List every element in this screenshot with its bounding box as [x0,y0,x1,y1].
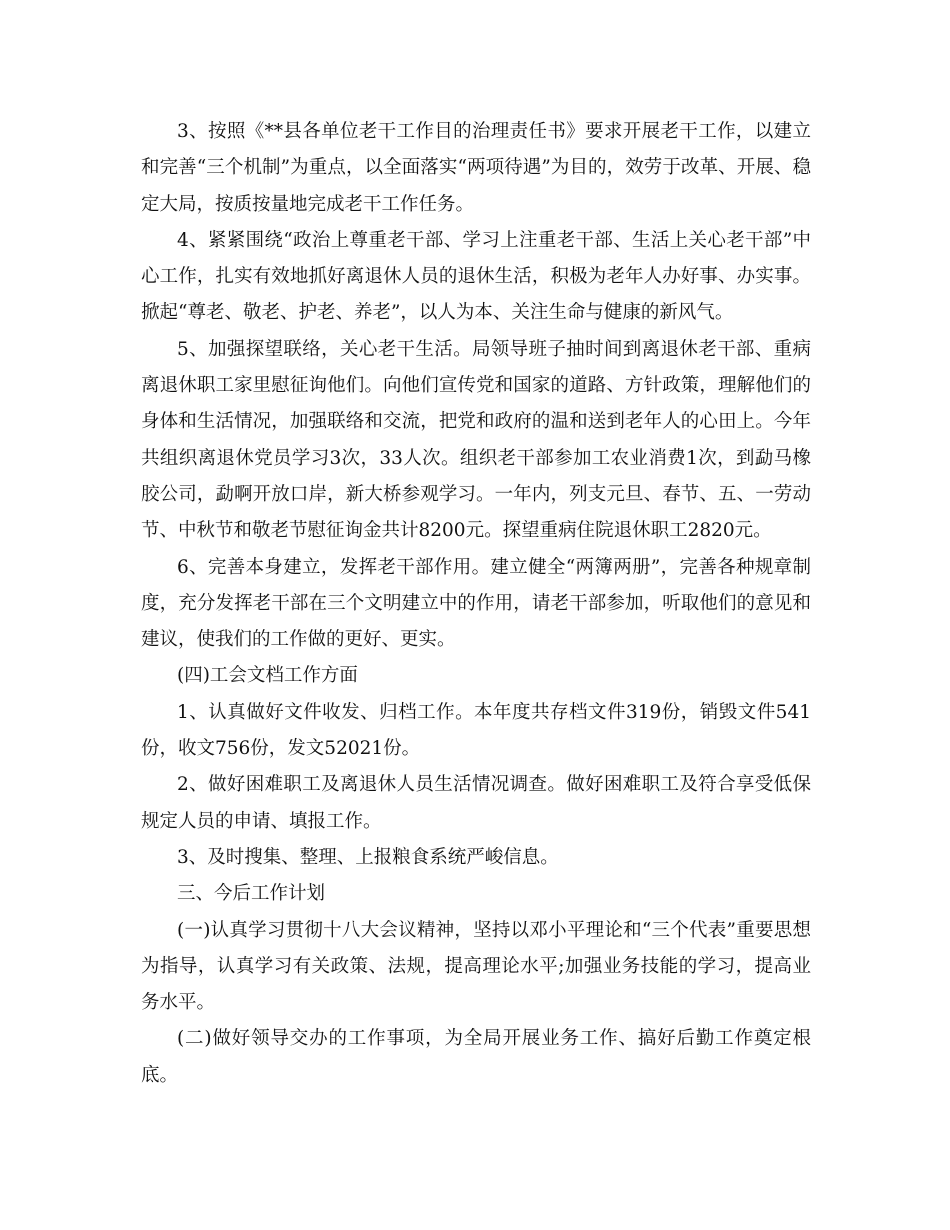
document-body [141,114,811,1094]
section-heading-future-plan: 三、今后工作计划 [177,883,326,905]
paragraph-item-3-responsibility: 3、按照《**县各单位老干工作目的治理责任书》要求开展老干工作，以建立和完善“三个机制”为重点，以全面落实“两项待遇”为目的，效劳于改革、开展、稳定大局，按质按量地完成老干工作任务。 [141,121,811,215]
paragraph-item-5-visits: 5、加强探望联络，关心老干生活。局领导班子抽时间到离退休老干部、重病离退休职工家里慰征询他们。向他们宣传党和国家的道路、方针政策，理解他们的身体和生活情况，加强联络和交流，把党和政府的温和送到老年人的心田上。今年共组织离退休党员学习3次，33人次。组织老干部参加工农业消费1次，到勐马橡胶公司，勐啊开放口岸，新大桥参观学习。一年内，列支元旦、春节、五、一劳动节、中秋节和敬老节慰征询金共计8200元。探望重病住院退休职工2820元。 [141,338,811,542]
paragraph-item-6-self-building: 6、完善本身建立，发挥老干部作用。建立健全“两簿两册”，完善各种规章制度，充分发挥老干部在三个文明建立中的作用，请老干部参加，听取他们的意见和建议，使我们的工作做的更好、更实。 [141,556,811,651]
section-heading-union-archives: (四)工会文档工作方面 [177,665,358,687]
paragraph-information-reporting: 3、及时搜集、整理、上报粮食系统严峻信息。 [177,846,559,868]
paragraph-hardship-survey: 2、做好困难职工及离退休人员生活情况调查。做好困难职工及符合享受低保规定人员的申请、填报工作。 [141,774,811,832]
paragraph-plan-study: (一)认真学习贯彻十八大会议精神，坚持以邓小平理论和“三个代表”重要思想为指导，认真学习有关政策、法规，提高理论水平;加强业务技能的学习，提高业务水平。 [141,919,811,1014]
paragraph-plan-leadership-tasks: (二)做好领导交办的工作事项，为全局开展业务工作、搞好后勤工作奠定根底。 [141,1028,811,1086]
paragraph-item-4-care-work: 4、紧紧围绕“政治上尊重老干部、学习上注重老干部、生活上关心老干部”中心工作，扎实有效地抓好离退休人员的退休生活，积极为老年人办好事、办实事。掀起“尊老、敬老、护老、养老”，以人为本、关注生命与健康的新风气。 [141,229,811,324]
paragraph-archive-files: 1、认真做好文件收发、归档工作。本年度共存档文件319份，销毁文件541份，收文756份，发文52021份。 [141,701,811,760]
